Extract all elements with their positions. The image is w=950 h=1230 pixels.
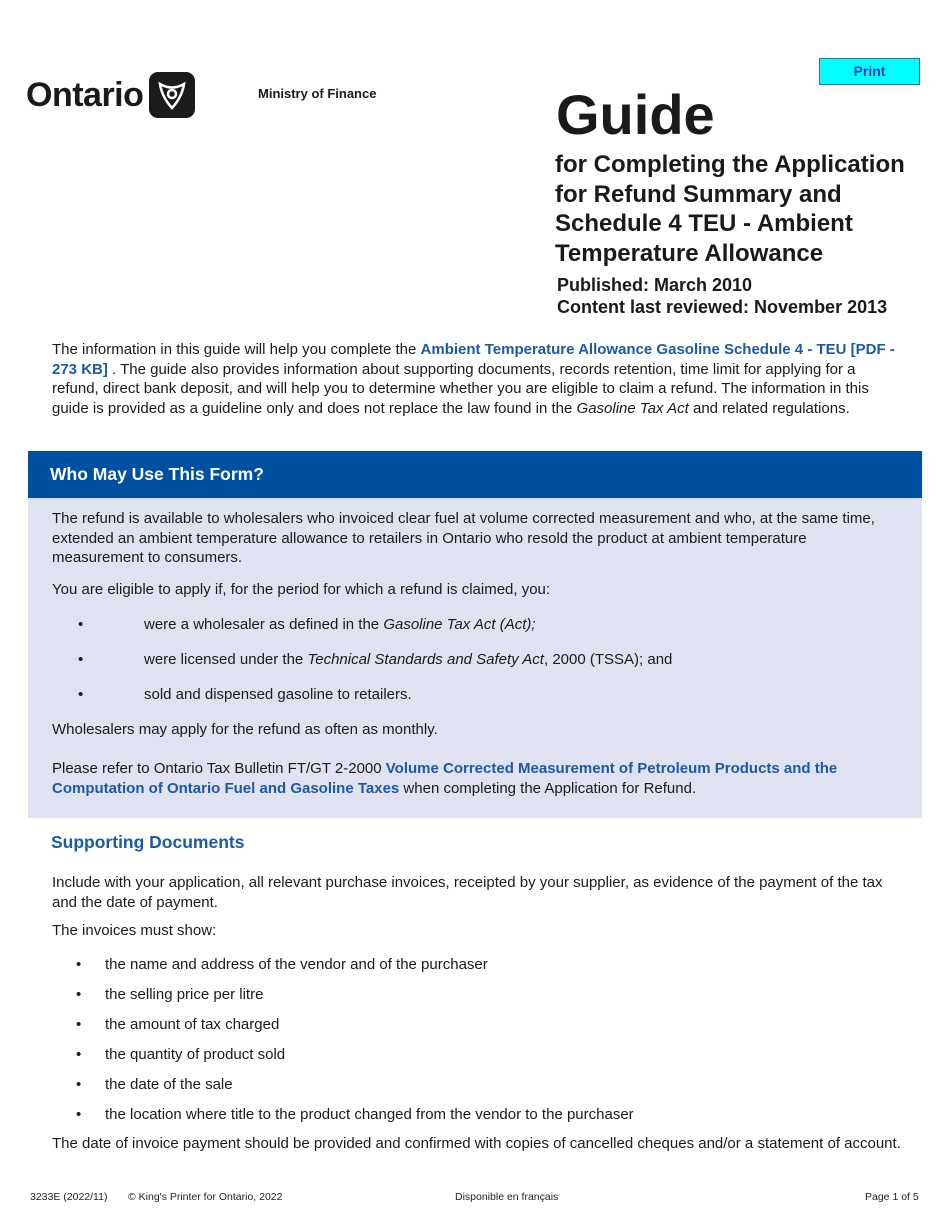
list-item: the amount of tax charged: [105, 1016, 280, 1033]
bullet: •: [76, 1076, 82, 1093]
published-date: Published: March 2010: [557, 275, 753, 295]
bullet: •: [76, 956, 82, 973]
bullet: •: [78, 616, 84, 633]
intro-text: The information in this guide will help you complete the: [52, 341, 421, 358]
ministry-name: Ministry of Finance: [258, 86, 377, 101]
copyright: © King's Printer for Ontario, 2022: [128, 1191, 283, 1203]
bullet: •: [78, 651, 84, 668]
list-item: the selling price per litre: [105, 986, 264, 1003]
bullet: •: [78, 686, 84, 703]
schedule-4-pdf-link[interactable]: Ambient Temperature Allowance Gasoline Schedule 4 - TEU [PDF - 273 KB]: [52, 341, 895, 378]
eligibility-item: were a wholesaler as defined in the Gasoline Tax Act (Act);: [144, 616, 536, 633]
trillium-icon: [149, 72, 195, 118]
reviewed-date: Content last reviewed: November 2013: [557, 297, 888, 317]
ontario-logo: [26, 72, 195, 118]
list-item: the quantity of product sold: [105, 1046, 286, 1063]
print-button[interactable]: Print: [819, 58, 920, 85]
bulletin-paragraph: Please refer to Ontario Tax Bulletin FT/GT 2-2000 Volume Corrected Measurement of Petroleum Products and the Computation of Ontario Fuel and Gasoline Taxes when completing the Application for Refund.: [52, 760, 838, 797]
list-item: the location where title to the product changed from the vendor to the purchaser: [105, 1106, 634, 1123]
act-name: Gasoline Tax Act: [576, 399, 689, 417]
french-availability: Disponible en français: [455, 1191, 559, 1203]
supporting-paragraph: Include with your application, all relevant purchase invoices, receipted by your supplier, as evidence of the payment of the tax and the date of payment.: [52, 874, 883, 911]
bullet: •: [76, 1106, 82, 1123]
section-heading-supporting-documents: Supporting Documents: [51, 832, 245, 852]
eligibility-intro: You are eligible to apply if, for the period for which a refund is claimed, you:: [52, 581, 551, 598]
who-panel: [28, 498, 922, 818]
page-title: Guide: [556, 83, 715, 146]
logo-text: Ontario: [26, 75, 144, 114]
publication-dates: [557, 274, 887, 318]
list-item: the name and address of the vendor and of the purchaser: [105, 956, 488, 973]
frequency-paragraph: Wholesalers may apply for the refund as often as monthly.: [52, 721, 438, 738]
who-paragraph: The refund is available to wholesalers who invoiced clear fuel at volume corrected measurement and who, at the same time, extended an ambient temperature allowance to retailers in Ontario who resold the product at ambient temperature measurement to consumers.: [52, 510, 875, 566]
list-item: the date of the sale: [105, 1076, 233, 1093]
bullet: •: [76, 1046, 82, 1063]
eligibility-item: were licensed under the Technical Standards and Safety Act, 2000 (TSSA); and: [144, 651, 673, 668]
intro-text: and related regulations.: [688, 399, 850, 417]
bullet: •: [76, 986, 82, 1003]
invoices-intro: The invoices must show:: [52, 922, 217, 939]
section-heading-who: Who May Use This Form?: [28, 451, 922, 498]
eligibility-item: sold and dispensed gasoline to retailers.: [144, 686, 412, 703]
tax-bulletin-link[interactable]: Volume Corrected Measurement of Petroleum Products and the Computation of Ontario Fuel and Gasoline Taxes: [52, 760, 838, 797]
payment-paragraph: The date of invoice payment should be provided and confirmed with copies of cancelled cheques and/or a statement of account.: [52, 1135, 901, 1152]
intro-text: . The guide also provides information about supporting documents, records retention, time limit for applying for a refund, direct bank deposit, and will help you to determine whether you are eligible to claim a refund. The information in this guide is provided as a guideline only and does not replace the law found in the: [52, 360, 869, 417]
intro-paragraph: [52, 340, 902, 418]
page-number: Page 1 of 5: [865, 1191, 919, 1203]
page-subtitle: for Completing the Application for Refund Summary and Schedule 4 TEU - Ambient Temperature Allowance: [555, 151, 905, 267]
form-number: 3233E (2022/11): [30, 1191, 108, 1203]
bullet: •: [76, 1016, 82, 1033]
